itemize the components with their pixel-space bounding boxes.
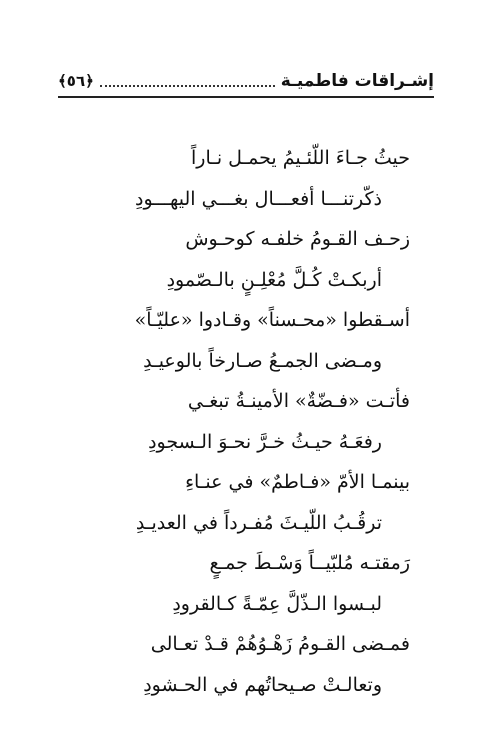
- header-dot-leader: [100, 85, 275, 87]
- poem-verses: [40, 138, 420, 705]
- verse-line: وتعالـتْ صـيحاتُهم في الحـشودِ: [143, 673, 382, 696]
- book-title: إشـراقات فاطميـة: [280, 71, 434, 91]
- verse-line: ترقُـبُ اللّيـثَ مُفـرداً في العديـدِ: [135, 511, 382, 534]
- verse-line: حيثُ جـاءَ اللّئـيمُ يحمـل نـاراً: [191, 147, 410, 169]
- verse-line: لبـسوا الـذّلَّ عِمّـةً كـالقرودِ: [172, 592, 382, 615]
- verse-line: أسـقطوا «محـسناً» وقـادوا «عليّـاً»: [134, 309, 410, 331]
- running-header: [58, 68, 434, 94]
- verse-line: زحـف القـومُ خلفـه كوحـوش: [185, 228, 410, 250]
- verse-line: رَمقتـه مُلبّيــاً وَسْـطَ جمـعٍ: [209, 552, 410, 574]
- verse-line: رفعَـهُ حيـثُ خـرَّ نحـوَ الـسجودِ: [148, 430, 382, 453]
- verse-line: فمـضى القـومُ زَهْـوُهُمْ قـدْ تعـالى: [150, 633, 410, 655]
- verse-line: ذكّرتنـــا أفعـــال بغـــي اليهـــودِ: [135, 187, 382, 210]
- verse-line: بينمـا الأمّ «فـاطمٌ» في عنـاءِ: [185, 471, 410, 493]
- verse-line: فأتـت «فـضّةٌ» الأمينـةُ تبغـي: [187, 390, 410, 412]
- page-number: ﴿٥٦﴾: [58, 72, 94, 90]
- verse-line: ومـضى الجمـعُ صـارخاً بالوعيـدِ: [143, 349, 382, 372]
- header-rule: [58, 96, 434, 98]
- verse-line: أربكـتْ كُـلَّ مُعْلِـنٍ بالـصّمودِ: [166, 268, 382, 291]
